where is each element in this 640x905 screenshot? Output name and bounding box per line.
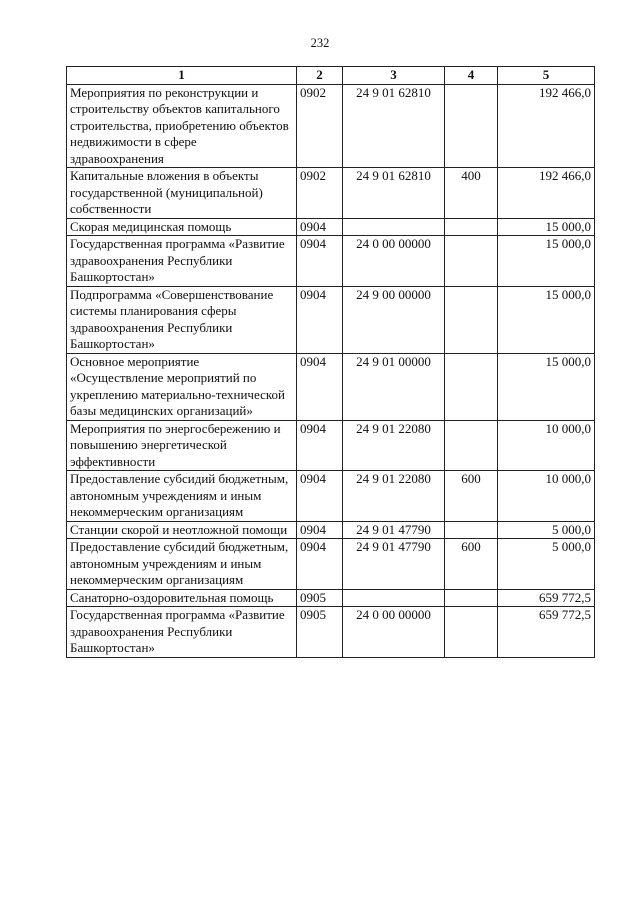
section-code: 0904 (297, 420, 343, 471)
target-article-code: 24 9 01 00000 (343, 353, 445, 420)
item-name: Государственная программа «Развитие здравоохранения Республики Башкортостан» (67, 236, 297, 287)
table-row (67, 607, 595, 658)
target-article-code: 24 9 01 22080 (343, 471, 445, 522)
target-article-code: 24 9 01 47790 (343, 521, 445, 539)
amount-value: 659 772,5 (498, 607, 595, 658)
amount-value: 5 000,0 (498, 539, 595, 590)
expense-type-code (445, 286, 498, 353)
target-article-code: 24 9 00 00000 (343, 286, 445, 353)
expense-type-code (445, 353, 498, 420)
expense-type-code (445, 84, 498, 168)
target-article-code: 24 0 00 00000 (343, 236, 445, 287)
expense-type-code: 600 (445, 539, 498, 590)
expense-type-code (445, 420, 498, 471)
item-name: Основное мероприятие «Осуществление мероприятий по укреплению материально-технической базы медицинских организаций» (67, 353, 297, 420)
budget-table (66, 66, 595, 658)
column-header: 5 (498, 67, 595, 85)
expense-type-code (445, 218, 498, 236)
expense-type-code (445, 236, 498, 287)
section-code: 0904 (297, 218, 343, 236)
section-code: 0904 (297, 539, 343, 590)
table-row (67, 539, 595, 590)
item-name: Станции скорой и неотложной помощи (67, 521, 297, 539)
section-code: 0904 (297, 286, 343, 353)
amount-value: 5 000,0 (498, 521, 595, 539)
item-name: Государственная программа «Развитие здравоохранения Республики Башкортостан» (67, 607, 297, 658)
item-name: Мероприятия по реконструкции и строительству объектов капитального строительства, приобретению объектов недвижимости в сфере здравоохранения (67, 84, 297, 168)
item-name: Мероприятия по энергосбережению и повышению энергетической эффективности (67, 420, 297, 471)
amount-value: 15 000,0 (498, 353, 595, 420)
expense-type-code (445, 607, 498, 658)
amount-value: 15 000,0 (498, 286, 595, 353)
table-row (67, 168, 595, 219)
section-code: 0904 (297, 236, 343, 287)
item-name: Санаторно-оздоровительная помощь (67, 589, 297, 607)
amount-value: 192 466,0 (498, 168, 595, 219)
item-name: Скорая медицинская помощь (67, 218, 297, 236)
section-code: 0905 (297, 589, 343, 607)
expense-type-code (445, 589, 498, 607)
table-row (67, 84, 595, 168)
table-row (67, 353, 595, 420)
amount-value: 15 000,0 (498, 236, 595, 287)
target-article-code: 24 9 01 22080 (343, 420, 445, 471)
section-code: 0904 (297, 471, 343, 522)
table-row (67, 218, 595, 236)
expense-type-code: 400 (445, 168, 498, 219)
target-article-code: 24 9 01 62810 (343, 168, 445, 219)
item-name: Предоставление субсидий бюджетным, автономным учреждениям и иным некоммерческим организациям (67, 539, 297, 590)
amount-value: 192 466,0 (498, 84, 595, 168)
amount-value: 15 000,0 (498, 218, 595, 236)
item-name: Подпрограмма «Совершенствование системы планирования сферы здравоохранения Республики Башкортостан» (67, 286, 297, 353)
amount-value: 659 772,5 (498, 589, 595, 607)
table-body (67, 84, 595, 657)
target-article-code: 24 9 01 47790 (343, 539, 445, 590)
section-code: 0902 (297, 168, 343, 219)
item-name: Предоставление субсидий бюджетным, автономным учреждениям и иным некоммерческим организациям (67, 471, 297, 522)
table-row (67, 286, 595, 353)
target-article-code (343, 218, 445, 236)
target-article-code: 24 0 00 00000 (343, 607, 445, 658)
table-row (67, 521, 595, 539)
column-header: 1 (67, 67, 297, 85)
table-row (67, 589, 595, 607)
section-code: 0904 (297, 353, 343, 420)
amount-value: 10 000,0 (498, 420, 595, 471)
table-header-row (67, 67, 595, 85)
table-row (67, 471, 595, 522)
column-header: 2 (297, 67, 343, 85)
item-name: Капитальные вложения в объекты государственной (муниципальной) собственности (67, 168, 297, 219)
table-row (67, 420, 595, 471)
target-article-code: 24 9 01 62810 (343, 84, 445, 168)
section-code: 0902 (297, 84, 343, 168)
section-code: 0904 (297, 521, 343, 539)
target-article-code (343, 589, 445, 607)
expense-type-code: 600 (445, 471, 498, 522)
column-header: 3 (343, 67, 445, 85)
section-code: 0905 (297, 607, 343, 658)
page-number: 232 (310, 36, 330, 50)
table-row (67, 236, 595, 287)
column-header: 4 (445, 67, 498, 85)
amount-value: 10 000,0 (498, 471, 595, 522)
expense-type-code (445, 521, 498, 539)
